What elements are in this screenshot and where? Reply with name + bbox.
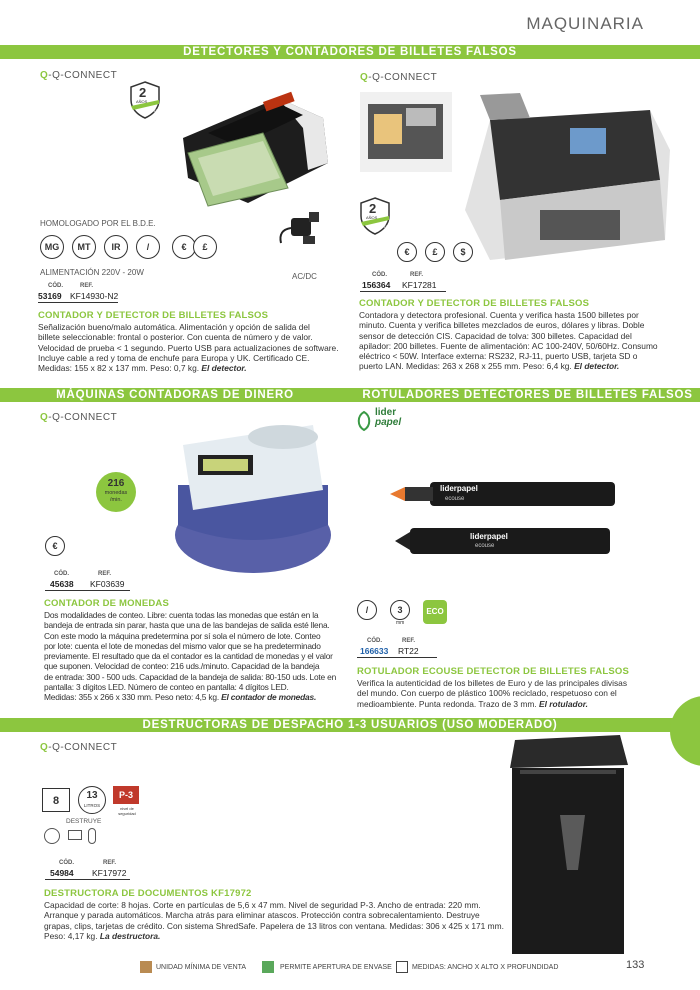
uv-pen-icon: / — [136, 235, 160, 259]
ref-label: REF. — [410, 272, 424, 278]
product-code: 45638 — [50, 579, 74, 589]
cod-label: CÓD. — [54, 571, 69, 577]
footer-medidas: MEDIDAS: ANCHO X ALTO X PROFUNDIDAD — [412, 964, 559, 971]
speed-value: 216 — [107, 478, 125, 489]
liderpapel-leaf-icon — [355, 410, 373, 432]
counter-inset-photo — [360, 92, 452, 172]
destruye-label: DESTRUYE — [66, 818, 102, 825]
shredder-photo — [500, 730, 635, 960]
credit-card-icon — [68, 830, 82, 840]
ref-label: REF. — [103, 860, 117, 866]
product-code: 54984 — [50, 868, 74, 878]
product-code: 53169 — [38, 291, 62, 301]
product-description: Capacidad de corte: 8 hojas. Corte en partículas de 5,6 x 47 mm. Nivel de seguridad P-3. Ancho de entrada: 220 mm. Arranque y parada automáticos. Marcha atrás para eliminar atascos. Protección contra sobrecalentamiento. Destruye grapas, clips, tarjetas de crédito. Con sistema ShredSafe. Papelera de 13 litros con ventana. Medidas: 306 x 425 x 171 mm. Peso: 4,17 kg. La destructora. — [44, 900, 504, 941]
clip-icon — [88, 828, 96, 844]
section-title-maquinas: MÁQUINAS CONTADORAS DE DINERO — [56, 389, 294, 401]
euro-icon: € — [45, 536, 65, 556]
page-header-title: MAQUINARIA — [526, 14, 644, 33]
warranty-years: 2 — [139, 85, 147, 100]
ref-label: REF. — [98, 571, 112, 577]
product-ref: KF03639 — [90, 579, 125, 589]
bin-capacity-icon: 13 — [78, 786, 106, 814]
product-ref: KF14930-N2 — [70, 291, 119, 301]
infrared-icon: IR — [104, 235, 128, 259]
speed-unit: monedas — [104, 490, 128, 496]
warranty-sub: GARANTÍA — [373, 225, 391, 229]
power-adapter-photo — [273, 208, 323, 250]
marker-brand-text: liderpapel — [440, 484, 478, 493]
cod-label: CÓD. — [367, 638, 382, 644]
marker-model-text: ecouse — [475, 543, 495, 549]
eco-icon: ECO — [423, 600, 447, 624]
footer-apertura: PERMITE APERTURA DE ENVASE — [280, 964, 392, 971]
product-code: 166633 — [360, 646, 389, 656]
pound-icon: £ — [425, 242, 445, 262]
product-ref: KF17972 — [92, 868, 127, 878]
pen-tip-icon: / — [357, 600, 377, 620]
section-title-detectores: DETECTORES Y CONTADORES DE BILLETES FALSOS — [183, 46, 517, 58]
security-level-icon: P-3 — [113, 786, 139, 804]
magnetic-detection-icon: MG — [40, 235, 64, 259]
homologado-label: HOMOLOGADO POR EL B.D.E. — [40, 219, 156, 228]
product-title: ROTULADOR ECOUSE DETECTOR DE BILLETES FALSOS — [357, 666, 630, 677]
security-level-label: nivel de seguridad — [118, 806, 136, 816]
product-description: Dos modalidades de conteo. Libre: cuenta todas las monedas que están en la bandeja de entrada sin parar, hasta que una de las bandejas de salida esté llena. Con este modo la máquina predetermina por sí sola el número de lote. Conteo por lote: cuenta el lote de monedas del mismo valor que se ha predeterminado previamente. El resultado que da el contador es la cantidad de monedas y el valor que suponen. Velocidad de conteo: 216 uds./minuto. Capacidad de la bandeja de entrada: 300 - 500 uds. Capacidad de la bandeja de salida: 80-150 uds. Lote en pantalla: 3 dígitos LED. Número de conteo en pantalla: 4 dígitos LED. Medidas: 355 x 266 x 330 mm. Peso neto: 4,5 kg. El contador de monedas. — [44, 610, 337, 703]
dollar-icon: $ — [453, 242, 473, 262]
marker-pens-photo — [385, 470, 620, 570]
product-ref: RT22 — [398, 646, 419, 656]
product-description: Contadora y detectora profesional. Cuenta y verifica hasta 1500 billetes por minuto. Cuenta y verifica billetes mezclados de euros, dólares y libras. Doble sensor de detección CIS. Capacidad de tolva: 300 billetes. Capacidad del apilador: 200 billetes. Fuente de alimentación: AC 100-240V, 50/60Hz. Consumo eléctrico < 50W. Interface externa: RS232, RJ-11, puerto USB, tarjeta SD o puerto LAN. Medidas: 263 x 268 x 255 mm. Peso: 6,4 kg. El detector. — [359, 310, 658, 372]
bill-counter-photo — [460, 90, 675, 270]
euro-icon: € — [397, 242, 417, 262]
box-icon — [140, 961, 152, 973]
section-title-destructoras: DESTRUCTORAS DE DESPACHO 1-3 USUARIOS (USO MODERADO) — [142, 719, 558, 731]
brand-qconnect: Q-Q-CONNECT — [360, 72, 438, 83]
footer-unidad: UNIDAD MÍNIMA DE VENTA — [156, 964, 247, 971]
warranty-years: 2 — [369, 201, 377, 216]
pound-icon: £ — [193, 235, 217, 259]
warranty-unit: AÑOS — [136, 99, 148, 104]
magnetic-thread-icon: MT — [72, 235, 96, 259]
euro-icon: € — [172, 235, 196, 259]
warranty-sub: GARANTÍA — [143, 109, 161, 113]
marker-model-text: ecouse — [445, 496, 465, 502]
open-box-icon — [262, 961, 274, 973]
product-description: Verifica la autenticidad de los billetes de Euro y de las principales divisas del mundo. Con cuerpo de plástico 100% reciclado, respetuoso con el medioambiente. Punta redonda. Trazo de 3 mm. El rotulador. — [357, 678, 628, 709]
brand-qconnect: Q-Q-CONNECT — [40, 412, 118, 423]
cod-label: CÓD. — [372, 272, 387, 278]
sheets-icon: 8 — [42, 788, 70, 812]
product-title: CONTADOR DE MONEDAS — [44, 598, 170, 609]
ref-label: REF. — [80, 283, 94, 289]
marker-brand-text: liderpapel — [470, 532, 508, 541]
product-title: CONTADOR Y DETECTOR DE BILLETES FALSOS — [359, 298, 590, 309]
stroke-width-icon: 3 — [390, 600, 410, 620]
product-code: 156364 — [362, 280, 391, 290]
alimentacion-label: ALIMENTACIÓN 220V - 20W — [40, 268, 144, 277]
brand-qconnect: Q-Q-CONNECT — [40, 70, 118, 81]
product-title: DESTRUCTORA DE DOCUMENTOS KF17972 — [44, 888, 252, 899]
section-title-rotuladores: ROTULADORES DETECTORES DE BILLETES FALSOS — [362, 389, 693, 401]
cd-icon — [44, 828, 60, 844]
cod-label: CÓD. — [48, 283, 63, 289]
banknote-detector-photo — [168, 78, 333, 208]
bin-capacity-unit: LITROS — [83, 803, 101, 808]
acdc-label: AC/DC — [292, 272, 317, 281]
ref-label: REF. — [402, 638, 416, 644]
page-number: 133 — [626, 959, 645, 971]
brand-qconnect: Q-Q-CONNECT — [40, 742, 118, 753]
cod-label: CÓD. — [59, 860, 74, 866]
product-ref: KF17281 — [402, 280, 437, 290]
speed-sub: /min. — [110, 497, 122, 503]
dimensions-icon — [396, 961, 408, 973]
product-title: CONTADOR Y DETECTOR DE BILLETES FALSOS — [38, 310, 269, 321]
stroke-unit: mm — [396, 620, 405, 626]
brand-liderpapel: lider papel — [375, 407, 402, 428]
coin-counter-photo — [168, 415, 338, 580]
warranty-unit: AÑOS — [366, 215, 378, 220]
product-description: Señalización bueno/malo automática. Alimentación y opción de salida del billete seleccionable: frontal o posterior. Con cuenta de número y de valor. Velocidad de prueba < 1 segundo. Puerto USB para actualizaciones de software. Incluye cable a red y toma de enchufe para Europa y UK. Certificado CE. Medidas: 155 x 82 x 137 mm. Peso: 0,7 kg. El detector. — [38, 322, 339, 374]
